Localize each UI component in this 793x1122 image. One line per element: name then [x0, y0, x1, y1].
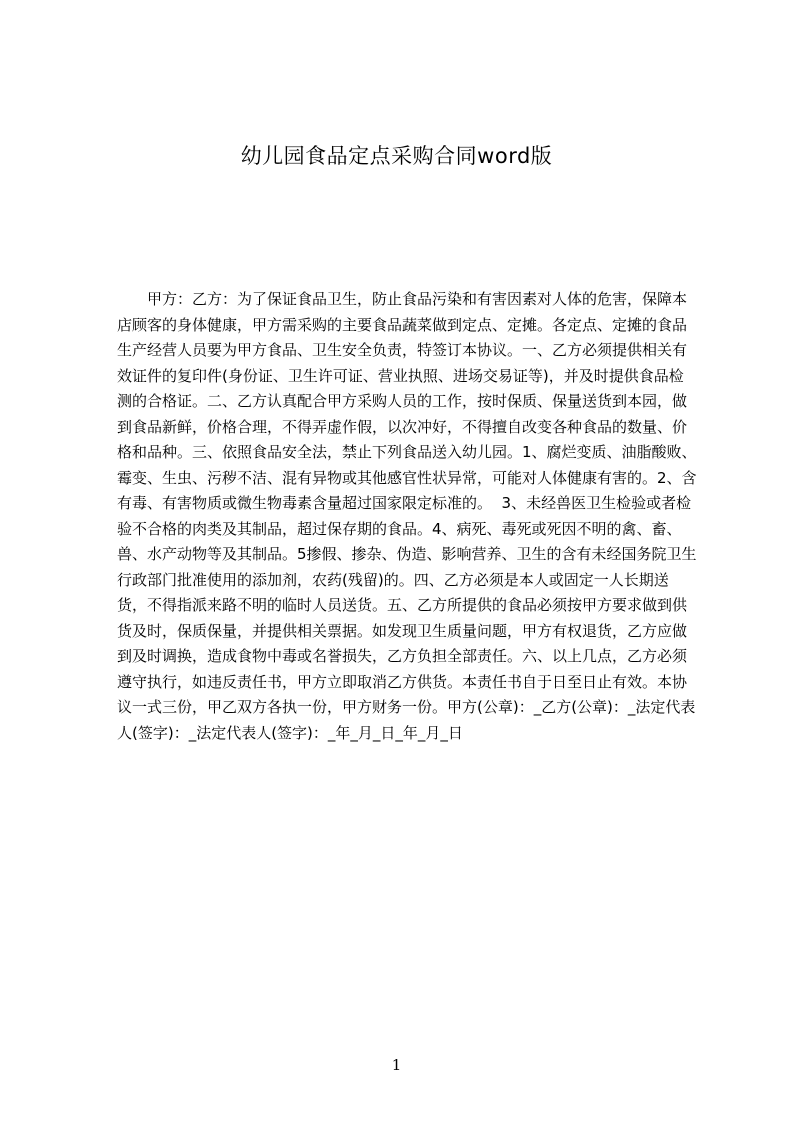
page-number: 1 — [391, 1056, 402, 1074]
document-title: 幼儿园食品定点采购合同word版 — [240, 144, 553, 168]
contract-body-text: 甲方：乙方：为了保证食品卫生，防止食品污染和有害因素对人体的危害，保障本店顾客的身体健康，甲方需采购的主要食品蔬菜做到定点、定摊。各定点、定摊的食品生产经营人员要为甲方食品、卫生安全负责，特签订本协议。一、乙方必须提供相关有效证件的复印件(身份证、卫生许可证、营业执照、进场交易证等)，并及时提供食品检测的合格证。二、乙方认真配合甲方采购人员的工作，按时保质、保量送货到本园，做到食品新鲜，价格合理，不得弄虚作假，以次冲好，不得擅自改变各种食品的数量、价格和品种。三、依照食品安全法，禁止下列食品送入幼儿园。1、腐烂变质、油脂酸败、霉变、生虫、污秽不洁、混有异物或其他感官性状异常，可能对人体健康有害的。2、含有毒、有害物质或微生物毒素含量超过国家限定标准的。 3、未经兽医卫生检验或者检验不合格的肉类及其制品，超过保存期的食品。4、病死、毒死或死因不明的禽、畜、兽、水产动物等及其制品。5掺假、掺杂、伪造、影响营养、卫生的含有未经国务院卫生行政部门批准使用的添加剂，农药(残留)的。四、乙方必须是本人或固定一人长期送货，不得指派来路不明的临时人员送货。五、乙方所提供的食品必须按甲方要求做到供货及时，保质保量，并提供相关票据。如发现卫生质量问题，甲方有权退货，乙方应做到及时调换，造成食物中毒或名誉损失，乙方负担全部责任。六、以上几点，乙方必须遵守执行，如违反责任书，甲方立即取消乙方供货。本责任书自于日至日止有效。本协议一式三份，甲乙双方各执一份，甲方财务一份。甲方(公章)：_乙方(公章)：_法定代表人(签字)：_法定代表人(签字)：_年_月_日_年_月_日 — [117, 290, 697, 742]
